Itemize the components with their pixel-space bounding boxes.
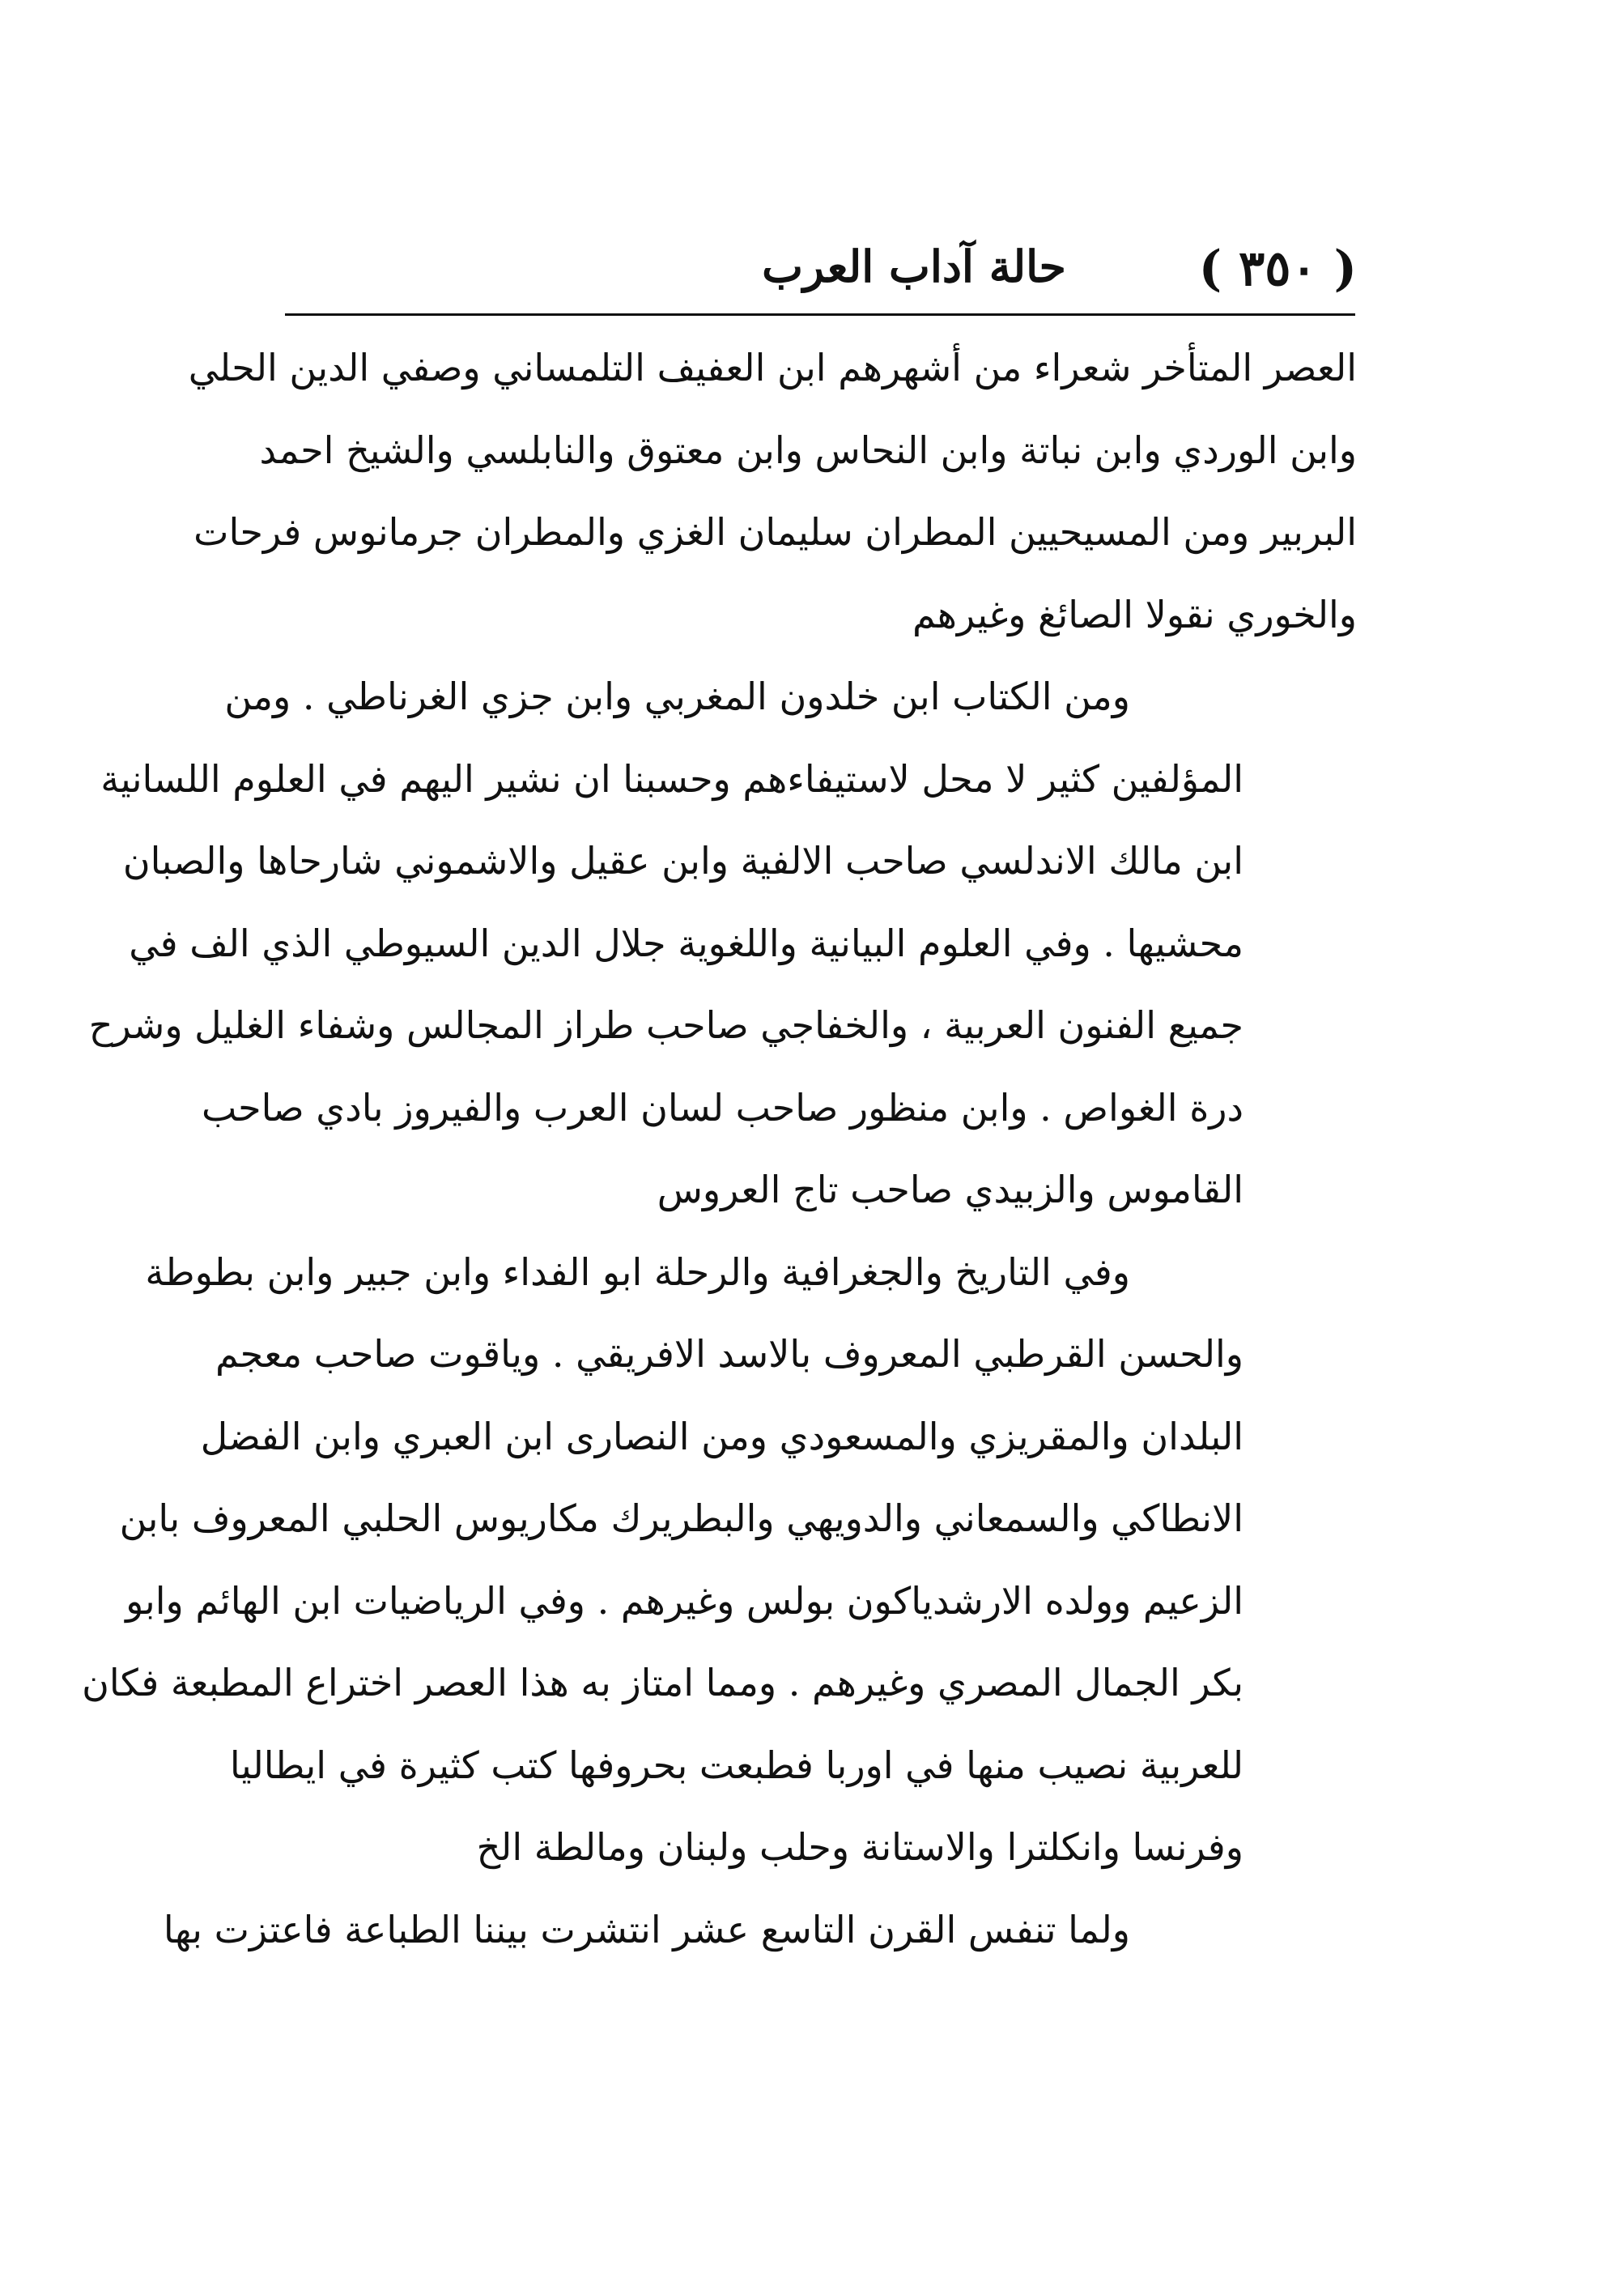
text-line: والحسن القرطبي المعروف بالاسد الافريقي . وياقوت صاحب معجم [215, 1332, 1244, 1376]
text-line: العصر المتأخر شعراء من أشهرهم ابن العفيف التلمساني وصفي الدين الحلي [188, 346, 1357, 389]
text-line: المؤلفين كثير لا محل لاستيفاءهم وحسبنا ان نشير اليهم في العلوم اللسانية [100, 756, 1244, 801]
paragraph [163, 1889, 1357, 1972]
running-title: حالة آداب العرب [762, 240, 1066, 292]
text-line: جميع الفنون العربية ، والخفاجي صاحب طراز المجالس وشفاء الغليل وشرح [88, 1003, 1244, 1047]
text-line: ولما تنفس القرن التاسع عشر انتشرت بيننا الطباعة فاعتزت بها [163, 1907, 1130, 1951]
header-rule [285, 313, 1355, 316]
text-line: والخوري نقولا الصائغ وغيرهم [912, 592, 1357, 636]
text-line: البلدان والمقريزي والمسعودي ومن النصارى ابن العبري وابن الفضل [200, 1414, 1244, 1458]
text-line: وفرنسا وانكلترا والاستانة وحلب ولبنان ومالطة الخ [476, 1825, 1244, 1869]
text-line: وفي التاريخ والجغرافية والرحلة ابو الفداء وابن جبير وابن بطوطة [145, 1249, 1130, 1294]
text-line: للعربية نصيب منها في اوربا فطبعت بحروفها كتب كثيرة في ايطاليا [229, 1743, 1244, 1787]
text-line: ومن الكتاب ابن خلدون المغربي وابن جزي الغرناطي . ومن [224, 675, 1130, 718]
text-line: ابن مالك الاندلسي صاحب الالفية وابن عقيل والاشموني شارحاها والصبان [122, 839, 1244, 883]
text-line: القاموس والزبيدي صاحب تاج العروس [657, 1168, 1244, 1211]
paragraph [188, 327, 1357, 656]
text-line: البربير ومن المسيحيين المطران سليمان الغزي والمطران جرمانوس فرحات [193, 510, 1357, 554]
page-number: ( ٣٥٠ ) [1198, 240, 1357, 297]
text-line: محشيها . وفي العلوم البيانية واللغوية جلال الدين السيوطي الذي الف في [129, 921, 1244, 965]
text-line: بكر الجمال المصري وغيرهم . ومما امتاز به هذا العصر اختراع المطبعة فكان [82, 1661, 1244, 1705]
text-line: الزعيم وولده الارشدياكون بولس وغيرهم . وفي الرياضيات ابن الهائم وابو [125, 1578, 1244, 1623]
text-line: الانطاكي والسمعاني والدويهي والبطريرك مكاريوس الحلبي المعروف بابن [119, 1496, 1244, 1540]
body-text [82, 327, 1357, 1971]
text-line: درة الغواص . وابن منظور صاحب لسان العرب والفيروز بادي صاحب [202, 1085, 1244, 1130]
paragraph [88, 656, 1357, 1232]
paragraph [82, 1232, 1357, 1889]
text-line: وابن الوردي وابن نباتة وابن النحاس وابن معتوق والنابلسي والشيخ احمد [259, 428, 1357, 472]
page-header [285, 231, 1357, 308]
